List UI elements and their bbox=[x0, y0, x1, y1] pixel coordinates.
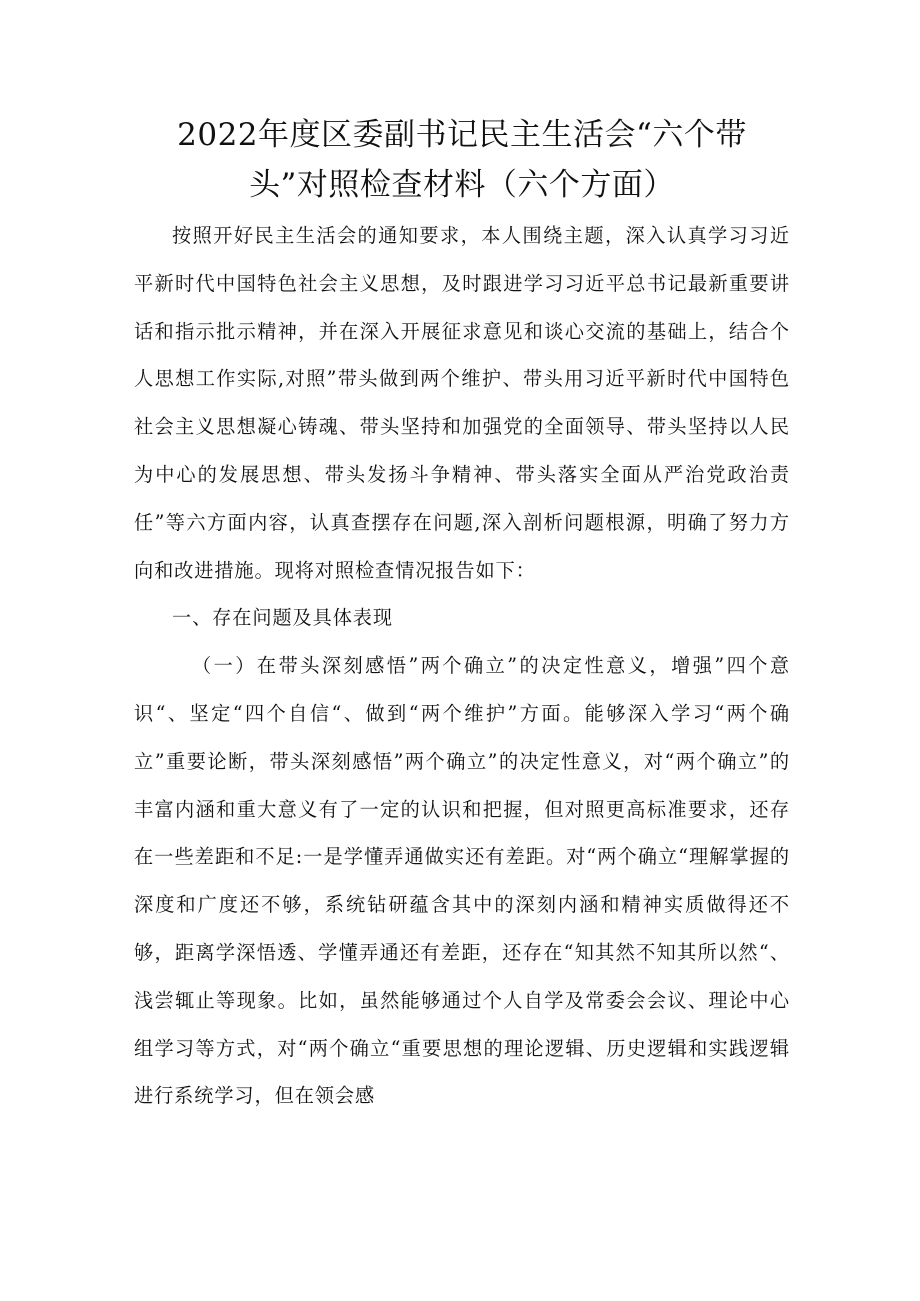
document-title bbox=[126, 110, 798, 210]
intro-paragraph: 按照开好民主生活会的通知要求，本人围绕主题，深入认真学习习近平新时代中国特色社会主义思想，及时跟进学习习近平总书记最新重要讲话和指示批示精神，并在深入开展征求意见和谈心交流的基础上，结合个人思想工作实际,对照”带头做到两个维护、带头用习近平新时代中国特色社会主义思想凝心铸魂、带头坚持和加强党的全面领导、带头坚持以人民为中心的发展思想、带头发扬斗争精神、带头落实全面从严治党政治责任”等六方面内容，认真查摆存在问题,深入剖析问题根源，明确了努力方向和改进措施。现将对照检查情况报告如下： bbox=[134, 224, 790, 582]
body-paragraph: （一）在带头深刻感悟”两个确立”的决定性意义，增强”四个意识“、坚定“四个自信“、做到“两个维护”方面。能够深入学习“两个确立”重要论断，带头深刻感悟”两个确立”的决定性意义，对“两个确立”的丰富内涵和重大意义有了一定的认识和把握，但对照更高标准要求，还存在一些差距和不足:一是学懂弄通做实还有差距。对“两个确立“理解掌握的深度和广度还不够，系统钻研蕴含其中的深刻内涵和精神实质做得还不够，距离学深悟透、学懂弄通还有差距，还存在“知其然不知其所以然“、浅尝辄止等现象。比如，虽然能够通过个人自学及常委会会议、理论中心组学习等方式，对“两个确立“重要思想的理论逻辑、历史逻辑和实践逻辑进行系统学习，但在领会感 bbox=[134, 654, 790, 1108]
title-line-1: 2022年度区委副书记民主生活会“六个带 bbox=[177, 117, 747, 153]
section-heading: 一、存在问题及具体表现 bbox=[172, 606, 393, 630]
title-line-2: 头”对照检查材料（六个方面） bbox=[249, 167, 675, 203]
